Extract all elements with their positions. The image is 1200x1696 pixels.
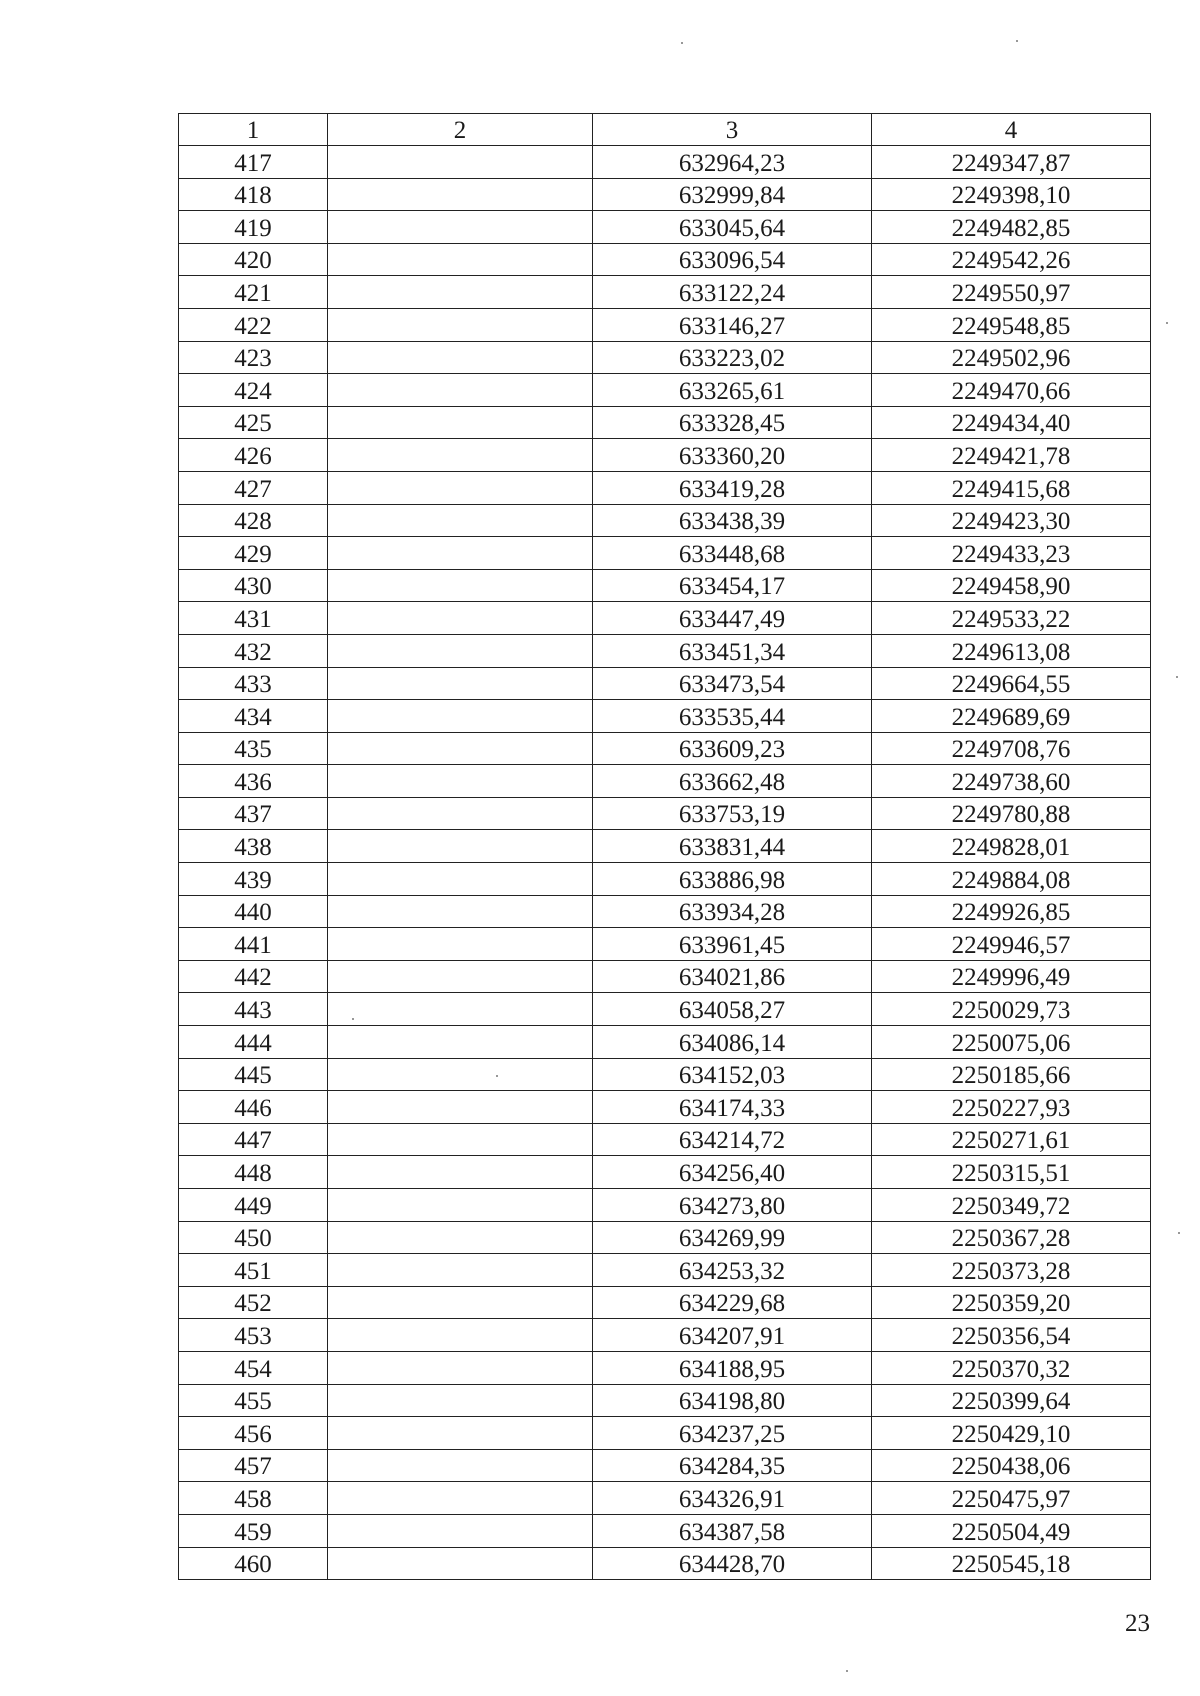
point-number-cell: 450 xyxy=(179,1221,328,1254)
x-coordinate-cell: 633122,24 xyxy=(593,276,872,309)
col2-cell xyxy=(328,1026,593,1059)
point-number-cell: 418 xyxy=(179,178,328,211)
table-row xyxy=(179,276,1151,309)
y-coordinate-cell: 2249502,96 xyxy=(872,341,1151,374)
col2-cell xyxy=(328,243,593,276)
y-coordinate-cell: 2249548,85 xyxy=(872,308,1151,341)
x-coordinate-cell: 634269,99 xyxy=(593,1221,872,1254)
col2-cell xyxy=(328,146,593,179)
point-number-cell: 457 xyxy=(179,1449,328,1482)
col2-cell xyxy=(328,439,593,472)
point-number-cell: 423 xyxy=(179,341,328,374)
x-coordinate-cell: 634152,03 xyxy=(593,1058,872,1091)
point-number-cell: 429 xyxy=(179,537,328,570)
table-row xyxy=(179,1286,1151,1319)
point-number-cell: 442 xyxy=(179,960,328,993)
y-coordinate-cell: 2250356,54 xyxy=(872,1319,1151,1352)
col2-cell xyxy=(328,1449,593,1482)
table-row xyxy=(179,569,1151,602)
y-coordinate-cell: 2250185,66 xyxy=(872,1058,1151,1091)
x-coordinate-cell: 633328,45 xyxy=(593,406,872,439)
scan-speck xyxy=(352,1018,354,1020)
point-number-cell: 439 xyxy=(179,863,328,896)
table-row xyxy=(179,146,1151,179)
y-coordinate-cell: 2250438,06 xyxy=(872,1449,1151,1482)
point-number-cell: 444 xyxy=(179,1026,328,1059)
x-coordinate-cell: 634188,95 xyxy=(593,1351,872,1384)
y-coordinate-cell: 2249664,55 xyxy=(872,667,1151,700)
y-coordinate-cell: 2249421,78 xyxy=(872,439,1151,472)
col2-cell xyxy=(328,1189,593,1222)
page-number: 23 xyxy=(1125,1610,1150,1637)
point-number-cell: 438 xyxy=(179,830,328,863)
table-row xyxy=(179,1384,1151,1417)
table-body xyxy=(179,146,1151,1580)
table-row xyxy=(179,993,1151,1026)
table-row xyxy=(179,406,1151,439)
table-row xyxy=(179,1091,1151,1124)
y-coordinate-cell: 2250475,97 xyxy=(872,1482,1151,1515)
point-number-cell: 417 xyxy=(179,146,328,179)
y-coordinate-cell: 2249458,90 xyxy=(872,569,1151,602)
point-number-cell: 436 xyxy=(179,765,328,798)
x-coordinate-cell: 633438,39 xyxy=(593,504,872,537)
header-col-1: 1 xyxy=(179,114,328,146)
point-number-cell: 449 xyxy=(179,1189,328,1222)
col2-cell xyxy=(328,960,593,993)
x-coordinate-cell: 633360,20 xyxy=(593,439,872,472)
x-coordinate-cell: 633096,54 xyxy=(593,243,872,276)
col2-cell xyxy=(328,471,593,504)
col2-cell xyxy=(328,1156,593,1189)
x-coordinate-cell: 633886,98 xyxy=(593,863,872,896)
y-coordinate-cell: 2249550,97 xyxy=(872,276,1151,309)
table-row xyxy=(179,439,1151,472)
point-number-cell: 458 xyxy=(179,1482,328,1515)
table-row xyxy=(179,830,1151,863)
point-number-cell: 446 xyxy=(179,1091,328,1124)
y-coordinate-cell: 2249470,66 xyxy=(872,374,1151,407)
y-coordinate-cell: 2249415,68 xyxy=(872,471,1151,504)
col2-cell xyxy=(328,504,593,537)
y-coordinate-cell: 2250315,51 xyxy=(872,1156,1151,1189)
scan-speck xyxy=(1176,676,1178,678)
y-coordinate-cell: 2250545,18 xyxy=(872,1547,1151,1580)
table-row xyxy=(179,1026,1151,1059)
x-coordinate-cell: 633448,68 xyxy=(593,537,872,570)
x-coordinate-cell: 634326,91 xyxy=(593,1482,872,1515)
col2-cell xyxy=(328,374,593,407)
point-number-cell: 460 xyxy=(179,1547,328,1580)
col2-cell xyxy=(328,928,593,961)
table-row xyxy=(179,602,1151,635)
x-coordinate-cell: 633447,49 xyxy=(593,602,872,635)
x-coordinate-cell: 633419,28 xyxy=(593,471,872,504)
x-coordinate-cell: 633753,19 xyxy=(593,797,872,830)
x-coordinate-cell: 634253,32 xyxy=(593,1254,872,1287)
table-row xyxy=(179,863,1151,896)
table-row xyxy=(179,1319,1151,1352)
point-number-cell: 451 xyxy=(179,1254,328,1287)
header-col-4: 4 xyxy=(872,114,1151,146)
table-row xyxy=(179,700,1151,733)
x-coordinate-cell: 633961,45 xyxy=(593,928,872,961)
point-number-cell: 434 xyxy=(179,700,328,733)
col2-cell xyxy=(328,700,593,733)
x-coordinate-cell: 634237,25 xyxy=(593,1417,872,1450)
point-number-cell: 445 xyxy=(179,1058,328,1091)
col2-cell xyxy=(328,1417,593,1450)
x-coordinate-cell: 633831,44 xyxy=(593,830,872,863)
y-coordinate-cell: 2250359,20 xyxy=(872,1286,1151,1319)
table-row xyxy=(179,667,1151,700)
table-row xyxy=(179,1254,1151,1287)
col2-cell xyxy=(328,895,593,928)
col2-cell xyxy=(328,537,593,570)
table-row xyxy=(179,960,1151,993)
x-coordinate-cell: 633473,54 xyxy=(593,667,872,700)
scan-speck xyxy=(846,1670,848,1672)
header-col-3: 3 xyxy=(593,114,872,146)
x-coordinate-cell: 634086,14 xyxy=(593,1026,872,1059)
col2-cell xyxy=(328,341,593,374)
point-number-cell: 428 xyxy=(179,504,328,537)
x-coordinate-cell: 634273,80 xyxy=(593,1189,872,1222)
point-number-cell: 440 xyxy=(179,895,328,928)
y-coordinate-cell: 2250271,61 xyxy=(872,1123,1151,1156)
table-row xyxy=(179,1123,1151,1156)
col2-cell xyxy=(328,993,593,1026)
y-coordinate-cell: 2249533,22 xyxy=(872,602,1151,635)
x-coordinate-cell: 634198,80 xyxy=(593,1384,872,1417)
table-row xyxy=(179,1156,1151,1189)
scan-speck xyxy=(1178,1232,1180,1234)
point-number-cell: 426 xyxy=(179,439,328,472)
col2-cell xyxy=(328,1254,593,1287)
table-row xyxy=(179,895,1151,928)
table-row xyxy=(179,765,1151,798)
col2-cell xyxy=(328,1514,593,1547)
point-number-cell: 419 xyxy=(179,211,328,244)
table-row xyxy=(179,1482,1151,1515)
col2-cell xyxy=(328,667,593,700)
y-coordinate-cell: 2250227,93 xyxy=(872,1091,1151,1124)
point-number-cell: 455 xyxy=(179,1384,328,1417)
table-row xyxy=(179,1449,1151,1482)
x-coordinate-cell: 634174,33 xyxy=(593,1091,872,1124)
col2-cell xyxy=(328,1482,593,1515)
scan-speck xyxy=(1166,322,1168,324)
coordinates-table xyxy=(178,113,1151,1580)
y-coordinate-cell: 2250399,64 xyxy=(872,1384,1151,1417)
y-coordinate-cell: 2250367,28 xyxy=(872,1221,1151,1254)
x-coordinate-cell: 633934,28 xyxy=(593,895,872,928)
col2-cell xyxy=(328,1547,593,1580)
point-number-cell: 431 xyxy=(179,602,328,635)
y-coordinate-cell: 2249996,49 xyxy=(872,960,1151,993)
table-row xyxy=(179,1351,1151,1384)
y-coordinate-cell: 2250349,72 xyxy=(872,1189,1151,1222)
x-coordinate-cell: 634058,27 xyxy=(593,993,872,1026)
table-row xyxy=(179,1189,1151,1222)
table-row xyxy=(179,634,1151,667)
table-row xyxy=(179,1547,1151,1580)
col2-cell xyxy=(328,830,593,863)
point-number-cell: 453 xyxy=(179,1319,328,1352)
y-coordinate-cell: 2249423,30 xyxy=(872,504,1151,537)
x-coordinate-cell: 633146,27 xyxy=(593,308,872,341)
table-row xyxy=(179,928,1151,961)
col2-cell xyxy=(328,1384,593,1417)
y-coordinate-cell: 2249482,85 xyxy=(872,211,1151,244)
col2-cell xyxy=(328,276,593,309)
point-number-cell: 435 xyxy=(179,732,328,765)
x-coordinate-cell: 634214,72 xyxy=(593,1123,872,1156)
x-coordinate-cell: 633662,48 xyxy=(593,765,872,798)
col2-cell xyxy=(328,602,593,635)
point-number-cell: 425 xyxy=(179,406,328,439)
y-coordinate-cell: 2249434,40 xyxy=(872,406,1151,439)
y-coordinate-cell: 2249738,60 xyxy=(872,765,1151,798)
x-coordinate-cell: 634021,86 xyxy=(593,960,872,993)
y-coordinate-cell: 2249946,57 xyxy=(872,928,1151,961)
y-coordinate-cell: 2249542,26 xyxy=(872,243,1151,276)
table-row xyxy=(179,732,1151,765)
y-coordinate-cell: 2249780,88 xyxy=(872,797,1151,830)
col2-cell xyxy=(328,211,593,244)
point-number-cell: 420 xyxy=(179,243,328,276)
table-row xyxy=(179,243,1151,276)
y-coordinate-cell: 2249433,23 xyxy=(872,537,1151,570)
col2-cell xyxy=(328,308,593,341)
y-coordinate-cell: 2249884,08 xyxy=(872,863,1151,896)
point-number-cell: 433 xyxy=(179,667,328,700)
point-number-cell: 422 xyxy=(179,308,328,341)
header-col-2: 2 xyxy=(328,114,593,146)
y-coordinate-cell: 2250504,49 xyxy=(872,1514,1151,1547)
col2-cell xyxy=(328,765,593,798)
col2-cell xyxy=(328,863,593,896)
y-coordinate-cell: 2249398,10 xyxy=(872,178,1151,211)
x-coordinate-cell: 634207,91 xyxy=(593,1319,872,1352)
y-coordinate-cell: 2250429,10 xyxy=(872,1417,1151,1450)
point-number-cell: 421 xyxy=(179,276,328,309)
point-number-cell: 430 xyxy=(179,569,328,602)
table-row xyxy=(179,308,1151,341)
table-row xyxy=(179,1417,1151,1450)
table-row xyxy=(179,178,1151,211)
scan-speck xyxy=(1016,40,1018,42)
table-header xyxy=(179,114,1151,146)
point-number-cell: 432 xyxy=(179,634,328,667)
x-coordinate-cell: 634229,68 xyxy=(593,1286,872,1319)
x-coordinate-cell: 633454,17 xyxy=(593,569,872,602)
table-row xyxy=(179,537,1151,570)
table-row xyxy=(179,797,1151,830)
y-coordinate-cell: 2250373,28 xyxy=(872,1254,1151,1287)
x-coordinate-cell: 634284,35 xyxy=(593,1449,872,1482)
y-coordinate-cell: 2250029,73 xyxy=(872,993,1151,1026)
col2-cell xyxy=(328,1351,593,1384)
x-coordinate-cell: 633265,61 xyxy=(593,374,872,407)
table-row xyxy=(179,1058,1151,1091)
table-row xyxy=(179,374,1151,407)
col2-cell xyxy=(328,797,593,830)
scan-speck xyxy=(681,42,683,44)
col2-cell xyxy=(328,1221,593,1254)
x-coordinate-cell: 633223,02 xyxy=(593,341,872,374)
col2-cell xyxy=(328,1091,593,1124)
point-number-cell: 441 xyxy=(179,928,328,961)
point-number-cell: 452 xyxy=(179,1286,328,1319)
x-coordinate-cell: 633451,34 xyxy=(593,634,872,667)
col2-cell xyxy=(328,1319,593,1352)
col2-cell xyxy=(328,569,593,602)
y-coordinate-cell: 2250370,32 xyxy=(872,1351,1151,1384)
x-coordinate-cell: 634387,58 xyxy=(593,1514,872,1547)
header-row xyxy=(179,114,1151,146)
col2-cell xyxy=(328,1286,593,1319)
table-row xyxy=(179,504,1151,537)
col2-cell xyxy=(328,634,593,667)
y-coordinate-cell: 2249926,85 xyxy=(872,895,1151,928)
table-row xyxy=(179,341,1151,374)
x-coordinate-cell: 633609,23 xyxy=(593,732,872,765)
y-coordinate-cell: 2249347,87 xyxy=(872,146,1151,179)
table-row xyxy=(179,471,1151,504)
point-number-cell: 443 xyxy=(179,993,328,1026)
point-number-cell: 427 xyxy=(179,471,328,504)
table-row xyxy=(179,1221,1151,1254)
col2-cell xyxy=(328,732,593,765)
point-number-cell: 454 xyxy=(179,1351,328,1384)
x-coordinate-cell: 634428,70 xyxy=(593,1547,872,1580)
scan-speck xyxy=(496,1075,498,1077)
x-coordinate-cell: 632964,23 xyxy=(593,146,872,179)
x-coordinate-cell: 634256,40 xyxy=(593,1156,872,1189)
y-coordinate-cell: 2249689,69 xyxy=(872,700,1151,733)
point-number-cell: 456 xyxy=(179,1417,328,1450)
col2-cell xyxy=(328,178,593,211)
x-coordinate-cell: 633045,64 xyxy=(593,211,872,244)
table-row xyxy=(179,1514,1151,1547)
point-number-cell: 448 xyxy=(179,1156,328,1189)
col2-cell xyxy=(328,406,593,439)
point-number-cell: 459 xyxy=(179,1514,328,1547)
x-coordinate-cell: 633535,44 xyxy=(593,700,872,733)
table-row xyxy=(179,211,1151,244)
point-number-cell: 424 xyxy=(179,374,328,407)
x-coordinate-cell: 632999,84 xyxy=(593,178,872,211)
y-coordinate-cell: 2249828,01 xyxy=(872,830,1151,863)
y-coordinate-cell: 2249708,76 xyxy=(872,732,1151,765)
y-coordinate-cell: 2249613,08 xyxy=(872,634,1151,667)
y-coordinate-cell: 2250075,06 xyxy=(872,1026,1151,1059)
col2-cell xyxy=(328,1058,593,1091)
col2-cell xyxy=(328,1123,593,1156)
point-number-cell: 447 xyxy=(179,1123,328,1156)
point-number-cell: 437 xyxy=(179,797,328,830)
